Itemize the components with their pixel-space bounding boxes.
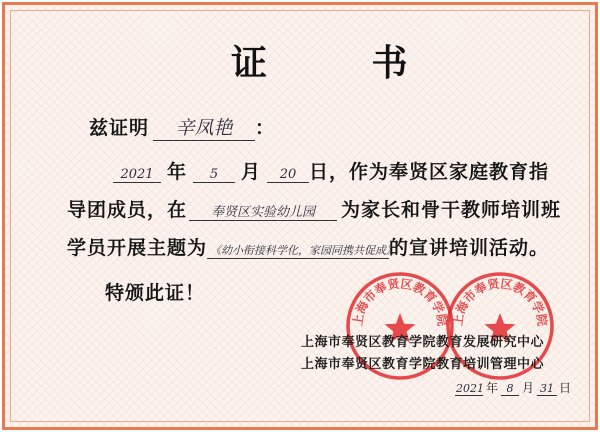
issue-date: [455, 379, 571, 396]
day-label: 日，: [309, 161, 350, 183]
issue-month-label: 月: [522, 381, 535, 395]
body-line-2-prefix: 导团成员，在: [67, 199, 188, 221]
certificate: [2, 2, 598, 430]
body-line-3: [67, 233, 549, 260]
certificate-title: 证 书: [231, 43, 454, 84]
issuer-line-1: 上海市奉贤区教育学院教育发展研究中心: [301, 335, 545, 350]
body-line-3-suffix: 的宣讲培训活动。: [389, 237, 550, 259]
body-line-1: [113, 157, 549, 184]
date-day: 20: [267, 167, 309, 183]
month-label: 月: [241, 161, 262, 183]
greeting-label: 兹证明: [89, 117, 150, 139]
issuer-line-2: 上海市奉贤区教育学院教育培训管理中心: [301, 357, 545, 372]
closing-text: 特颁此证！: [105, 282, 206, 304]
body-line-3-prefix: 学员开展主题为: [67, 237, 208, 259]
greeting-line: [89, 113, 275, 141]
body-line-2: [67, 195, 561, 222]
seal-2-text: 上海市奉贤区教育学院: [450, 276, 550, 327]
issue-year-label: 年: [486, 381, 499, 395]
seal-1-text: 上海市奉贤区教育学院: [350, 276, 450, 327]
activity-topic: 《幼小衔接科学化，家园同携共促成》: [207, 242, 389, 259]
date-year: 2021: [113, 167, 161, 183]
body-line-1-text: 作为奉贤区家庭教育指: [349, 161, 550, 183]
date-month: 5: [193, 167, 235, 183]
school-name: 奉贤区实验幼儿园: [189, 201, 337, 221]
recipient-name: 辛凤艳: [153, 113, 255, 141]
issue-day: 31: [537, 382, 557, 396]
body-line-2-suffix: 为家长和骨干教师培训班: [341, 199, 562, 221]
issue-year: 2021: [456, 382, 484, 395]
issue-day-label: 日: [559, 381, 572, 395]
greeting-colon: ：: [255, 117, 276, 139]
year-label: 年: [167, 161, 188, 183]
issue-month: 8: [501, 382, 519, 396]
